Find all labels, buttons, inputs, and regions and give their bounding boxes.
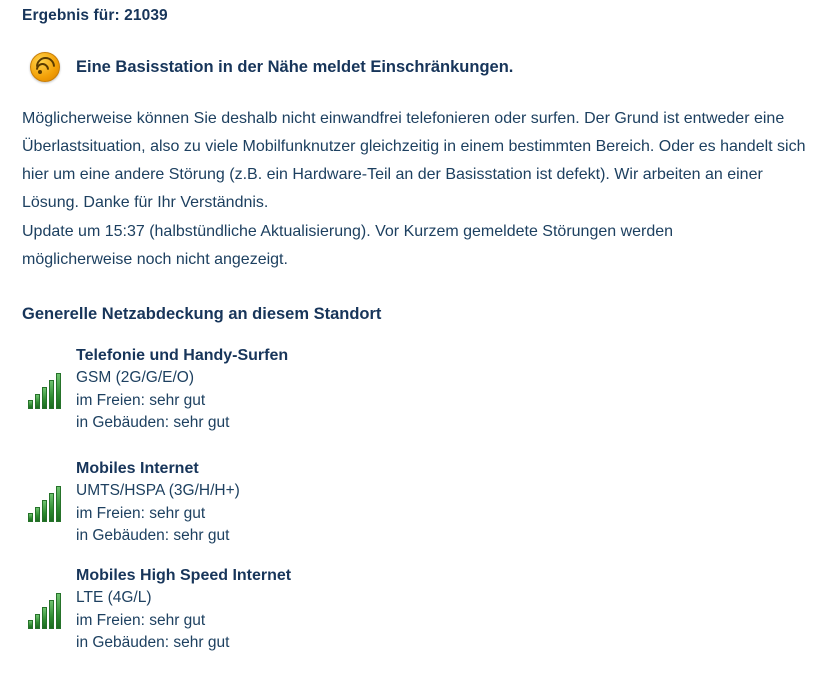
description-paragraph-1: Möglicherweise können Sie deshalb nicht einwandfrei telefonieren oder surfen. Der Grund ist entweder eine Überlastsituation, also zu viele Mobilfunknutzer gleichzeitig in einem bestimmten Bereich. Oder es handelt sich hier um eine andere Störung (z.B. ein Hardware-Teil an der Basisstation ist defekt). Wir arbeiten an einer Lösung. Danke für Ihr Verständnis. xyxy=(22,110,806,211)
coverage-item-high-speed-internet xyxy=(28,565,728,655)
coverage-item-indoor: in Gebäuden: sehr gut xyxy=(76,634,230,651)
coverage-item-mobile-internet xyxy=(28,458,728,548)
description-paragraph-2: Update um 15:37 (halbstündliche Aktualisierung). Vor Kurzem gemeldete Störungen werden möglicherweise noch nicht angezeigt. xyxy=(22,223,674,268)
coverage-item-outdoor: im Freien: sehr gut xyxy=(76,391,206,409)
signal-bars-icon xyxy=(28,486,62,522)
signal-bars-icon xyxy=(28,593,62,629)
coverage-section-title: Generelle Netzabdeckung an diesem Standort xyxy=(22,305,382,323)
disruption-alert xyxy=(30,52,513,82)
coverage-item-technology: LTE (4G/L) xyxy=(76,589,152,606)
coverage-item-outdoor: im Freien: sehr gut xyxy=(76,611,206,629)
coverage-item-indoor: in Gebäuden: sehr gut xyxy=(76,527,230,544)
page-title: Ergebnis für: 21039 xyxy=(22,7,168,24)
coverage-item-telephony xyxy=(28,345,728,435)
signal-bars-icon xyxy=(28,373,62,409)
disruption-alert-message: Eine Basisstation in der Nähe meldet Einschränkungen. xyxy=(76,57,514,76)
signal-warning-icon xyxy=(30,52,60,82)
coverage-item-technology: GSM (2G/G/E/O) xyxy=(76,369,194,386)
coverage-item-heading: Telefonie und Handy-Surfen xyxy=(76,347,289,364)
coverage-item-heading: Mobiles Internet xyxy=(76,460,199,477)
coverage-item-heading: Mobiles High Speed Internet xyxy=(76,567,292,584)
coverage-item-technology: UMTS/HSPA (3G/H/H+) xyxy=(76,482,240,499)
coverage-item-outdoor: im Freien: sehr gut xyxy=(76,504,206,522)
coverage-item-indoor: in Gebäuden: sehr gut xyxy=(76,414,230,431)
